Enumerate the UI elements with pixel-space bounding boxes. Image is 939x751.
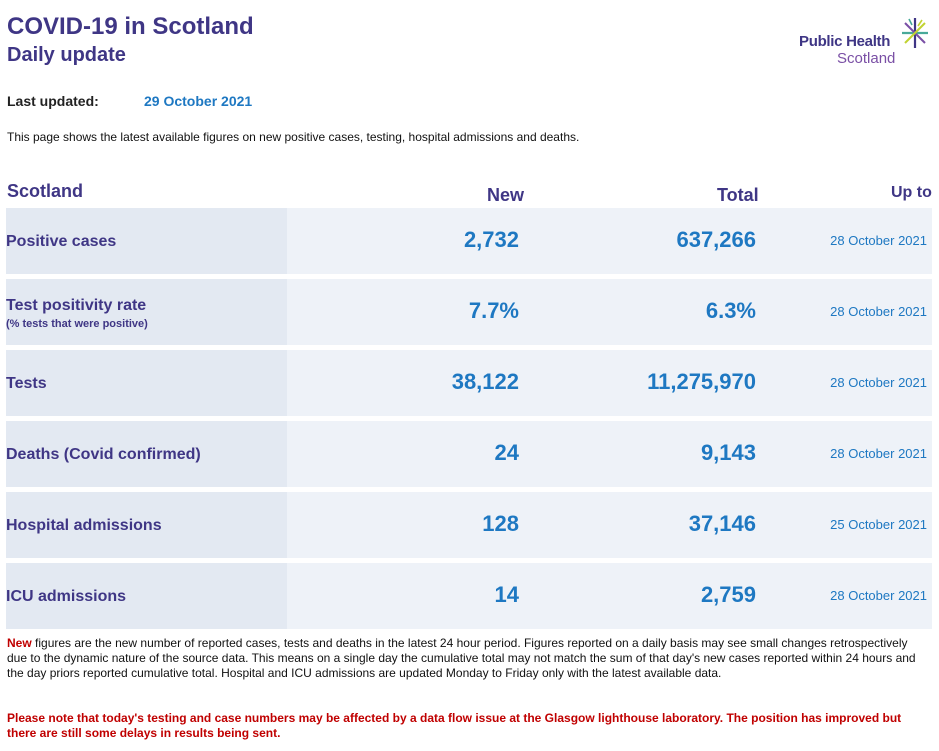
sparkle-star-icon bbox=[898, 16, 932, 50]
new-value: 128 bbox=[482, 511, 519, 536]
row-label: ICU admissions bbox=[6, 588, 127, 605]
new-value: 7.7% bbox=[468, 298, 519, 323]
stat-row-positive-cases bbox=[6, 208, 932, 274]
up-to-date: 28 October 2021 bbox=[830, 375, 927, 390]
total-value: 2,759 bbox=[700, 582, 756, 607]
total-value: 637,266 bbox=[676, 227, 756, 252]
stat-row-tests bbox=[6, 350, 932, 416]
up-to-date: 28 October 2021 bbox=[830, 233, 927, 248]
page-title: COVID-19 in Scotland bbox=[7, 13, 254, 40]
up-to-date: 25 October 2021 bbox=[830, 517, 927, 532]
last-updated-label: Last updated: bbox=[7, 93, 99, 109]
data-flow-warning: Please note that today's testing and case numbers may be affected by a data flow issue at the Glasgow lighthouse laboratory. The position has improved but there are still some delays in results being sent. bbox=[7, 711, 902, 740]
row-label: Positive cases bbox=[6, 233, 117, 250]
footnote-text: figures are the new number of reported cases, tests and deaths in the latest 24 hour period. Figures reported on a daily basis may see small changes retrospectively due to the dynamic nature of the source data. This means on a single day the cumulative total may not match the sum of that day's new cases reported within 24 hours and the day priors reported cumulative total. Hospital and ICU admissions are updated Monday to Friday only with the latest available data. bbox=[7, 636, 916, 680]
row-label-cell bbox=[6, 563, 287, 629]
page-subtitle: Daily update bbox=[7, 44, 126, 66]
last-updated-date: 29 October 2021 bbox=[144, 93, 253, 109]
header-new: New bbox=[487, 185, 525, 205]
row-label: Tests bbox=[6, 375, 47, 392]
row-sublabel: (% tests that were positive) bbox=[6, 318, 148, 330]
row-label-cell bbox=[6, 421, 287, 487]
logo-text-line2: Scotland bbox=[837, 50, 896, 67]
phs-logo bbox=[790, 16, 935, 72]
row-label: Deaths (Covid confirmed) bbox=[6, 446, 201, 463]
total-value: 9,143 bbox=[700, 440, 756, 465]
up-to-date: 28 October 2021 bbox=[830, 588, 927, 603]
total-value: 6.3% bbox=[705, 298, 756, 323]
row-label: Hospital admissions bbox=[6, 517, 162, 534]
row-label-cell bbox=[6, 208, 287, 274]
up-to-date: 28 October 2021 bbox=[830, 304, 927, 319]
row-label-cell bbox=[6, 350, 287, 416]
stat-row-hospital-admissions bbox=[6, 492, 932, 558]
header-region: Scotland bbox=[7, 181, 84, 201]
row-label-cell bbox=[6, 492, 287, 558]
new-value: 24 bbox=[494, 440, 519, 465]
stat-row-test-positivity bbox=[6, 279, 932, 345]
row-label: Test positivity rate bbox=[6, 297, 147, 314]
footnote bbox=[7, 636, 927, 681]
intro-text: This page shows the latest available figures on new positive cases, testing, hospital admissions and deaths. bbox=[7, 130, 580, 144]
stat-row-icu-admissions bbox=[6, 563, 932, 629]
up-to-date: 28 October 2021 bbox=[830, 446, 927, 461]
row-label-cell bbox=[6, 279, 287, 345]
total-value: 37,146 bbox=[688, 511, 756, 536]
new-value: 2,732 bbox=[463, 227, 519, 252]
header-total: Total bbox=[717, 185, 759, 205]
header-up-to: Up to bbox=[891, 184, 932, 201]
footnote-keyword: New bbox=[7, 636, 32, 650]
logo-text-line1: Public Health bbox=[799, 33, 891, 50]
new-value: 14 bbox=[494, 582, 519, 607]
total-value: 11,275,970 bbox=[647, 369, 756, 394]
new-value: 38,122 bbox=[451, 369, 519, 394]
stat-row-deaths bbox=[6, 421, 932, 487]
